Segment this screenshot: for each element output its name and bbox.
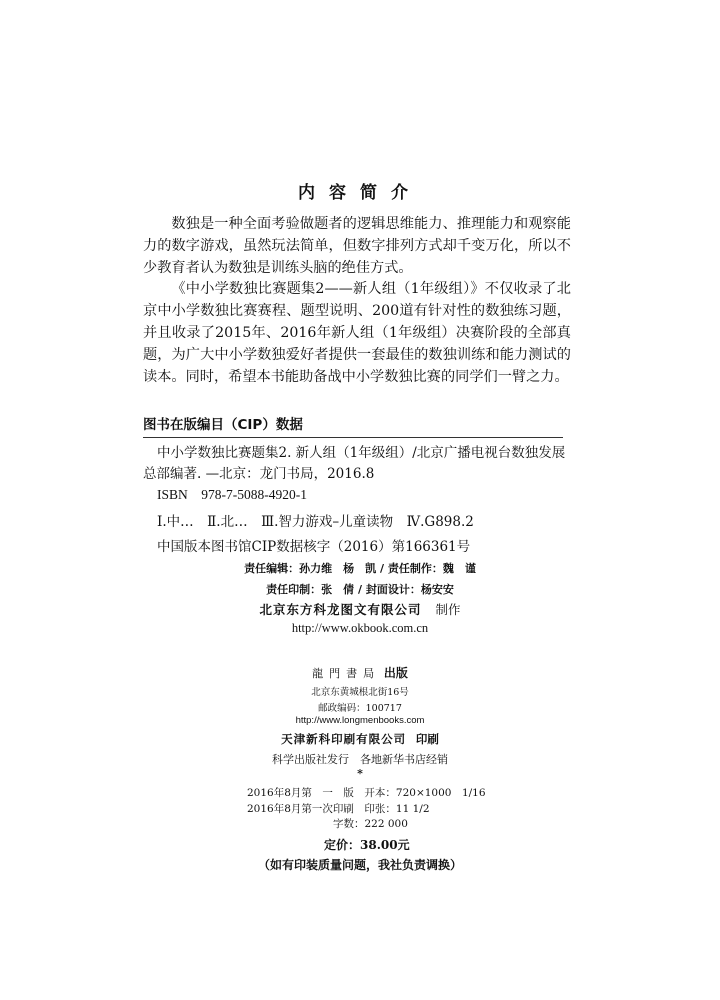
- publisher-url: http://www.longmenbooks.com: [295, 715, 425, 726]
- edition-line: 2016年8月第 一 版 开本：720×1000 1/16: [247, 787, 486, 799]
- cip-classification: Ⅰ.中… Ⅱ.北… Ⅲ.智力游戏–儿童读物 Ⅳ.G898.2: [157, 514, 474, 530]
- publisher-suffix: 出版: [383, 666, 408, 680]
- printing-line: 2016年8月第一次印刷 印张：11 1/2: [247, 803, 430, 815]
- editor-credits: 责任编辑：孙力维 杨 凯 / 责任制作：魏 谨: [244, 562, 476, 575]
- producer-line: [0, 600, 720, 618]
- publisher-address: 北京东黄城根北街16号: [311, 687, 409, 698]
- publisher-logo: 龍門書局: [312, 667, 381, 680]
- cip-entry-line: 总部编著. —北京：龙门书局，2016.8: [143, 466, 375, 482]
- cip-isbn: ISBN 978-7-5088-4920-1: [157, 487, 307, 502]
- producer-suffix: 制作: [435, 602, 461, 617]
- cip-number: 中国版本图书馆CIP数据核字（2016）第166361号: [157, 539, 471, 555]
- publisher-line: [0, 664, 720, 681]
- cip-divider: [143, 437, 563, 438]
- printer-line: [0, 731, 720, 747]
- summary-text: [143, 214, 571, 388]
- word-count: 字数：222 000: [333, 818, 408, 830]
- production-credits: 责任印制：张 倩 / 封面设计：杨安安: [266, 583, 454, 596]
- price: 定价：38.00元: [324, 838, 410, 852]
- producer-url: http://www.okbook.com.cn: [291, 621, 429, 635]
- printer-suffix: 印刷: [415, 732, 439, 746]
- quality-note: （如有印装质量问题，我社负责调换）: [257, 858, 462, 872]
- cip-entry-line: 中小学数独比赛题集2. 新人组（1年级组）/北京广播电视台数独发展: [157, 445, 566, 461]
- publisher-postcode: 邮政编码：100717: [318, 703, 402, 714]
- distribution-line: 科学出版社发行 各地新华书店经销: [272, 753, 448, 766]
- separator-mark: *: [357, 767, 363, 780]
- cip-heading: 图书在版编目（CIP）数据: [143, 417, 303, 433]
- page-title: 内容简介: [298, 183, 422, 203]
- producer-name: 北京东方科龙图文有限公司: [259, 602, 422, 617]
- summary-paragraph: 《中小学数独比赛题集2——新人组（1年级组）》不仅收录了北京中小学数独比赛赛程、题型说明、200道有针对性的数独练习题，并且收录了2015年、2016年新人组（1年级组）决赛阶段的全部真题，为广大中小学数独爱好者提供一套最佳的数独训练和能力测试的读本。同时，希望本书能助备战中小学数独比赛的同学们一臂之力。: [143, 281, 571, 385]
- printer-name: 天津新科印刷有限公司: [281, 732, 407, 746]
- summary-paragraph: 数独是一种全面考验做题者的逻辑思维能力、推理能力和观察能力的数字游戏，虽然玩法简单，但数字排列方式却千变万化，所以不少教育者认为数独是训练头脑的绝佳方式。: [143, 216, 571, 276]
